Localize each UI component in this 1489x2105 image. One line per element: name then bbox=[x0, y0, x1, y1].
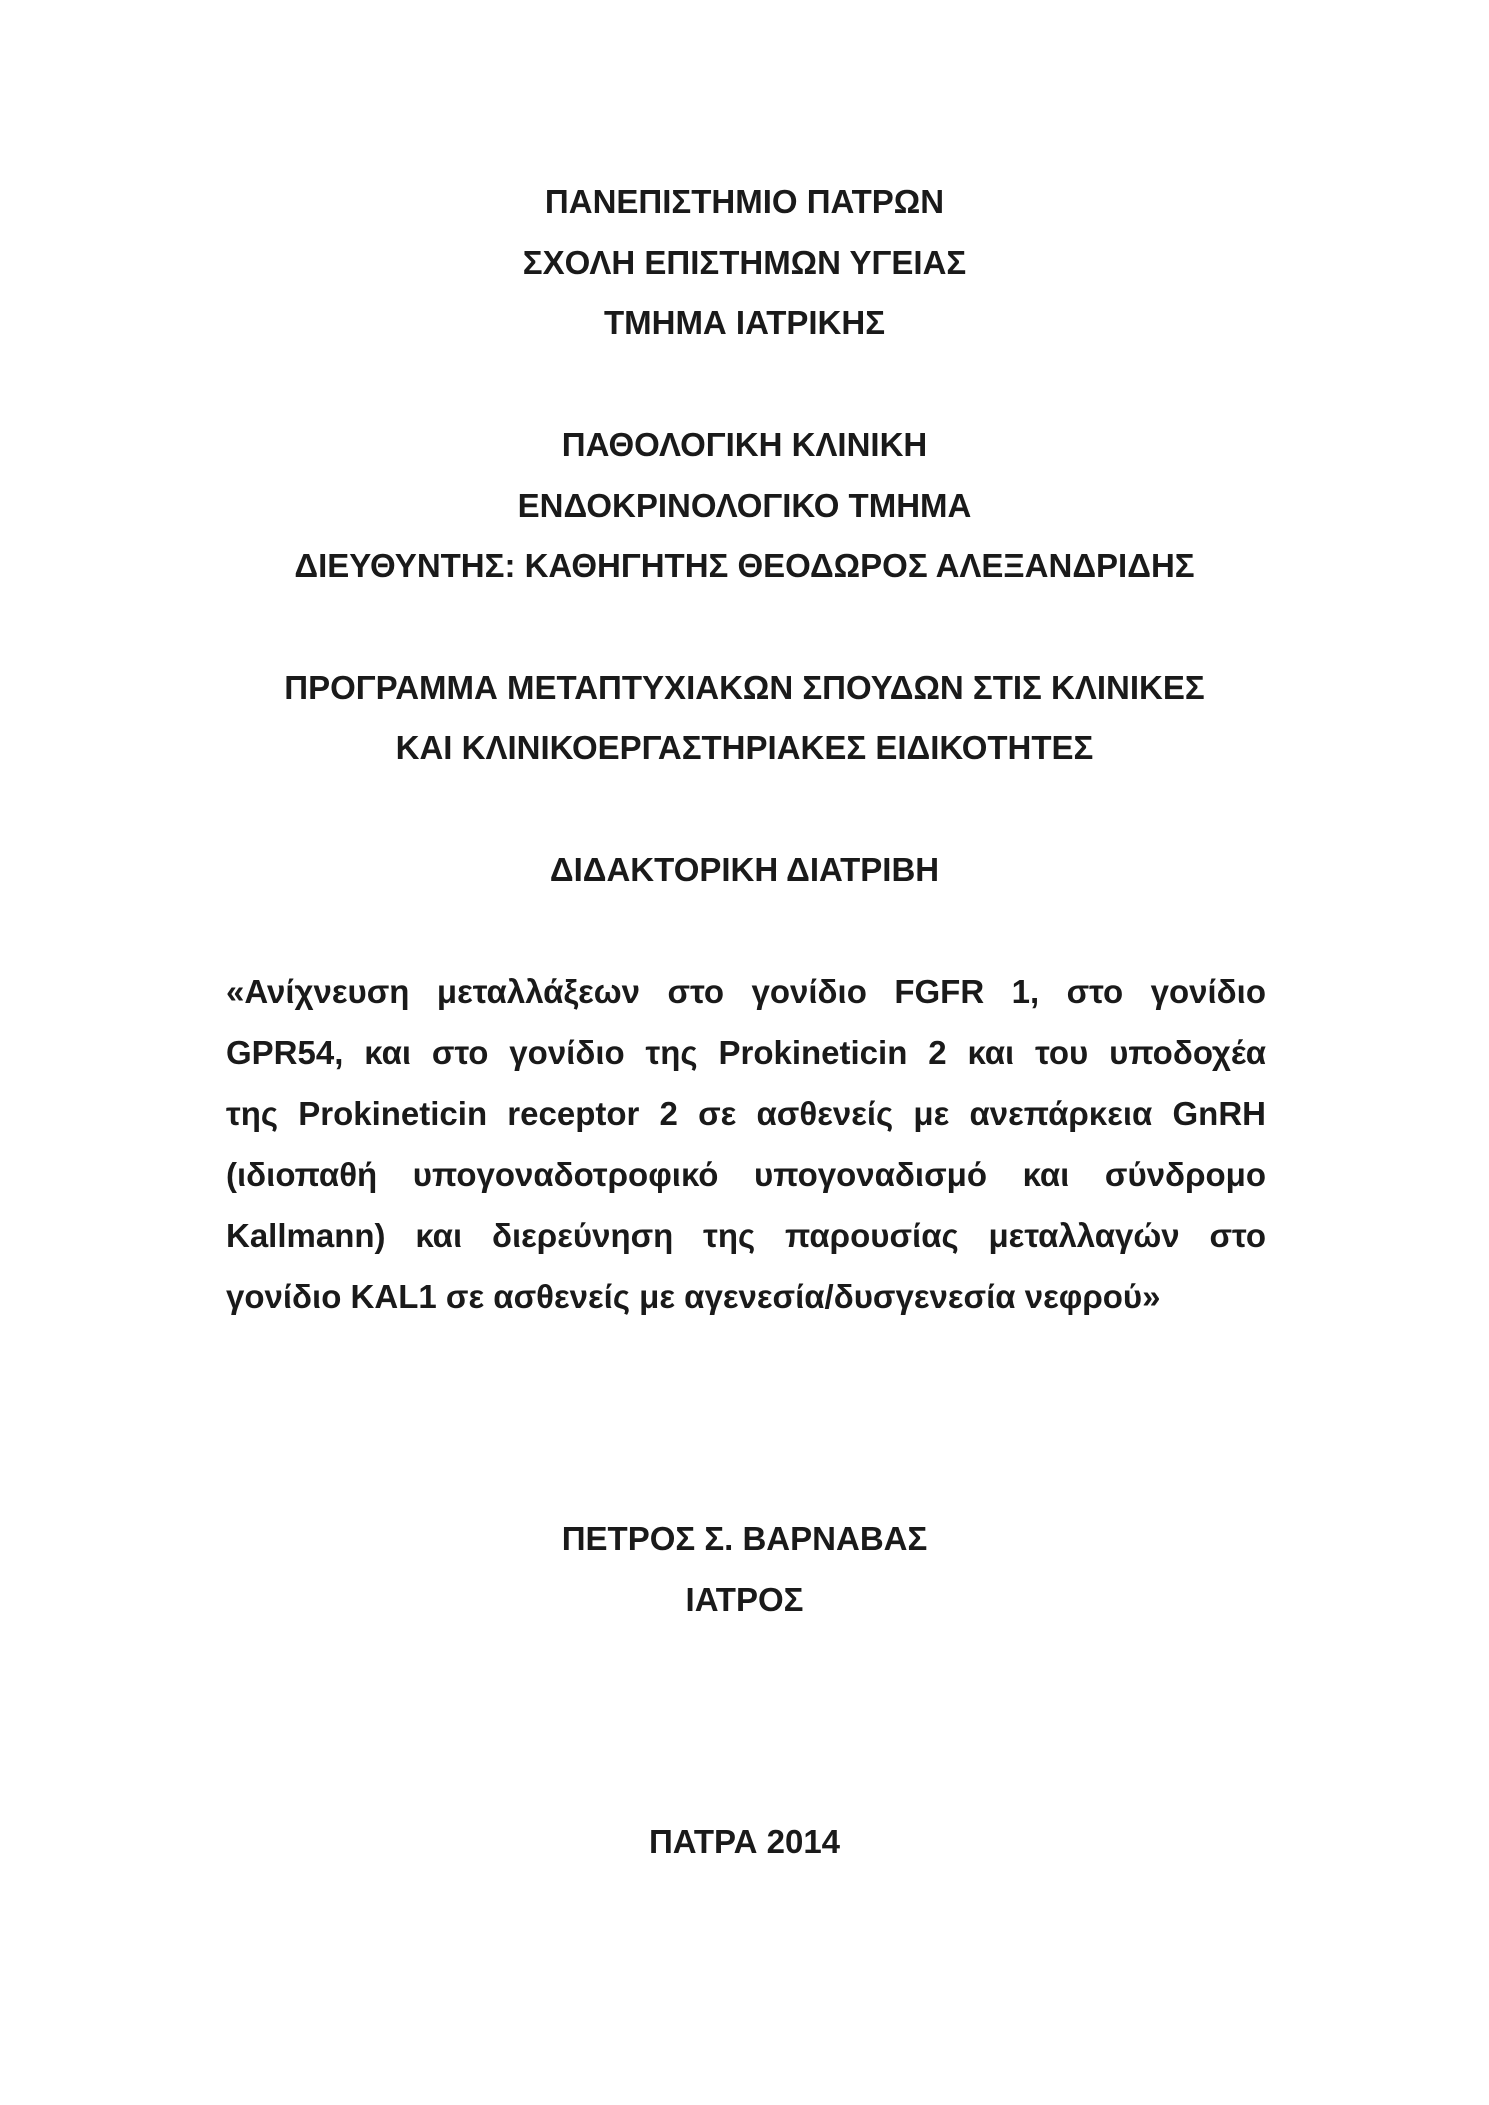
thesis-title-line: της Prokineticin receptor 2 σε ασθενείς με ανεπάρκεια GnRH bbox=[226, 1095, 1266, 1132]
university-name: ΠΑΝΕΠΙΣΤΗΜΙΟ ΠΑΤΡΩΝ bbox=[544, 183, 945, 220]
thesis-title-line: «Ανίχνευση μεταλλάξεων στο γονίδιο FGFR 1, στο γονίδιο bbox=[226, 973, 1266, 1010]
clinic-unit: ΕΝΔΟΚΡΙΝΟΛΟΓΙΚΟ ΤΜΗΜΑ bbox=[517, 487, 972, 524]
thesis-title-line: γονίδιο KAL1 σε ασθενείς με αγενεσία/δυσγενεσία νεφρού» bbox=[226, 1278, 1161, 1315]
clinic-director: ΔΙΕΥΘΥΝΤΗΣ: ΚΑΘΗΓΗΤΗΣ ΘΕΟΔΩΡΟΣ ΑΛΕΞΑΝΔΡΙΔΗΣ bbox=[294, 547, 1195, 584]
thesis-title-line: (ιδιοπαθή υπογοναδοτροφικό υπογοναδισμό και σύνδρομο bbox=[226, 1156, 1266, 1193]
program-line-2: ΚΑΙ ΚΛΙΝΙΚΟΕΡΓΑΣΤΗΡΙΑΚΕΣ ΕΙΔΙΚΟΤΗΤΕΣ bbox=[395, 729, 1094, 766]
school-name: ΣΧΟΛΗ ΕΠΙΣΤΗΜΩΝ ΥΓΕΙΑΣ bbox=[522, 244, 967, 281]
document-type: ΔΙΔΑΚΤΟΡΙΚΗ ΔΙΑΤΡΙΒΗ bbox=[549, 851, 940, 888]
department-name: ΤΜΗΜΑ ΙΑΤΡΙΚΗΣ bbox=[603, 304, 886, 341]
author-profession: ΙΑΤΡΟΣ bbox=[685, 1581, 804, 1618]
thesis-title bbox=[226, 972, 1266, 1338]
clinic-name: ΠΑΘΟΛΟΓΙΚΗ ΚΛΙΝΙΚΗ bbox=[561, 426, 928, 463]
place-year: ΠΑΤΡΑ 2014 bbox=[648, 1823, 841, 1860]
author-name: ΠΕΤΡΟΣ Σ. ΒΑΡΝΑΒΑΣ bbox=[561, 1520, 928, 1557]
thesis-title-line: GPR54, και στο γονίδιο της Prokineticin 2 και του υποδοχέα bbox=[226, 1034, 1266, 1071]
program-line-1: ΠΡΟΓΡΑΜΜΑ ΜΕΤΑΠΤΥΧΙΑΚΩΝ ΣΠΟΥΔΩΝ ΣΤΙΣ ΚΛΙΝΙΚΕΣ bbox=[284, 669, 1205, 706]
thesis-title-line: Kallmann) και διερεύνηση της παρουσίας μεταλλαγών στο bbox=[226, 1217, 1266, 1254]
